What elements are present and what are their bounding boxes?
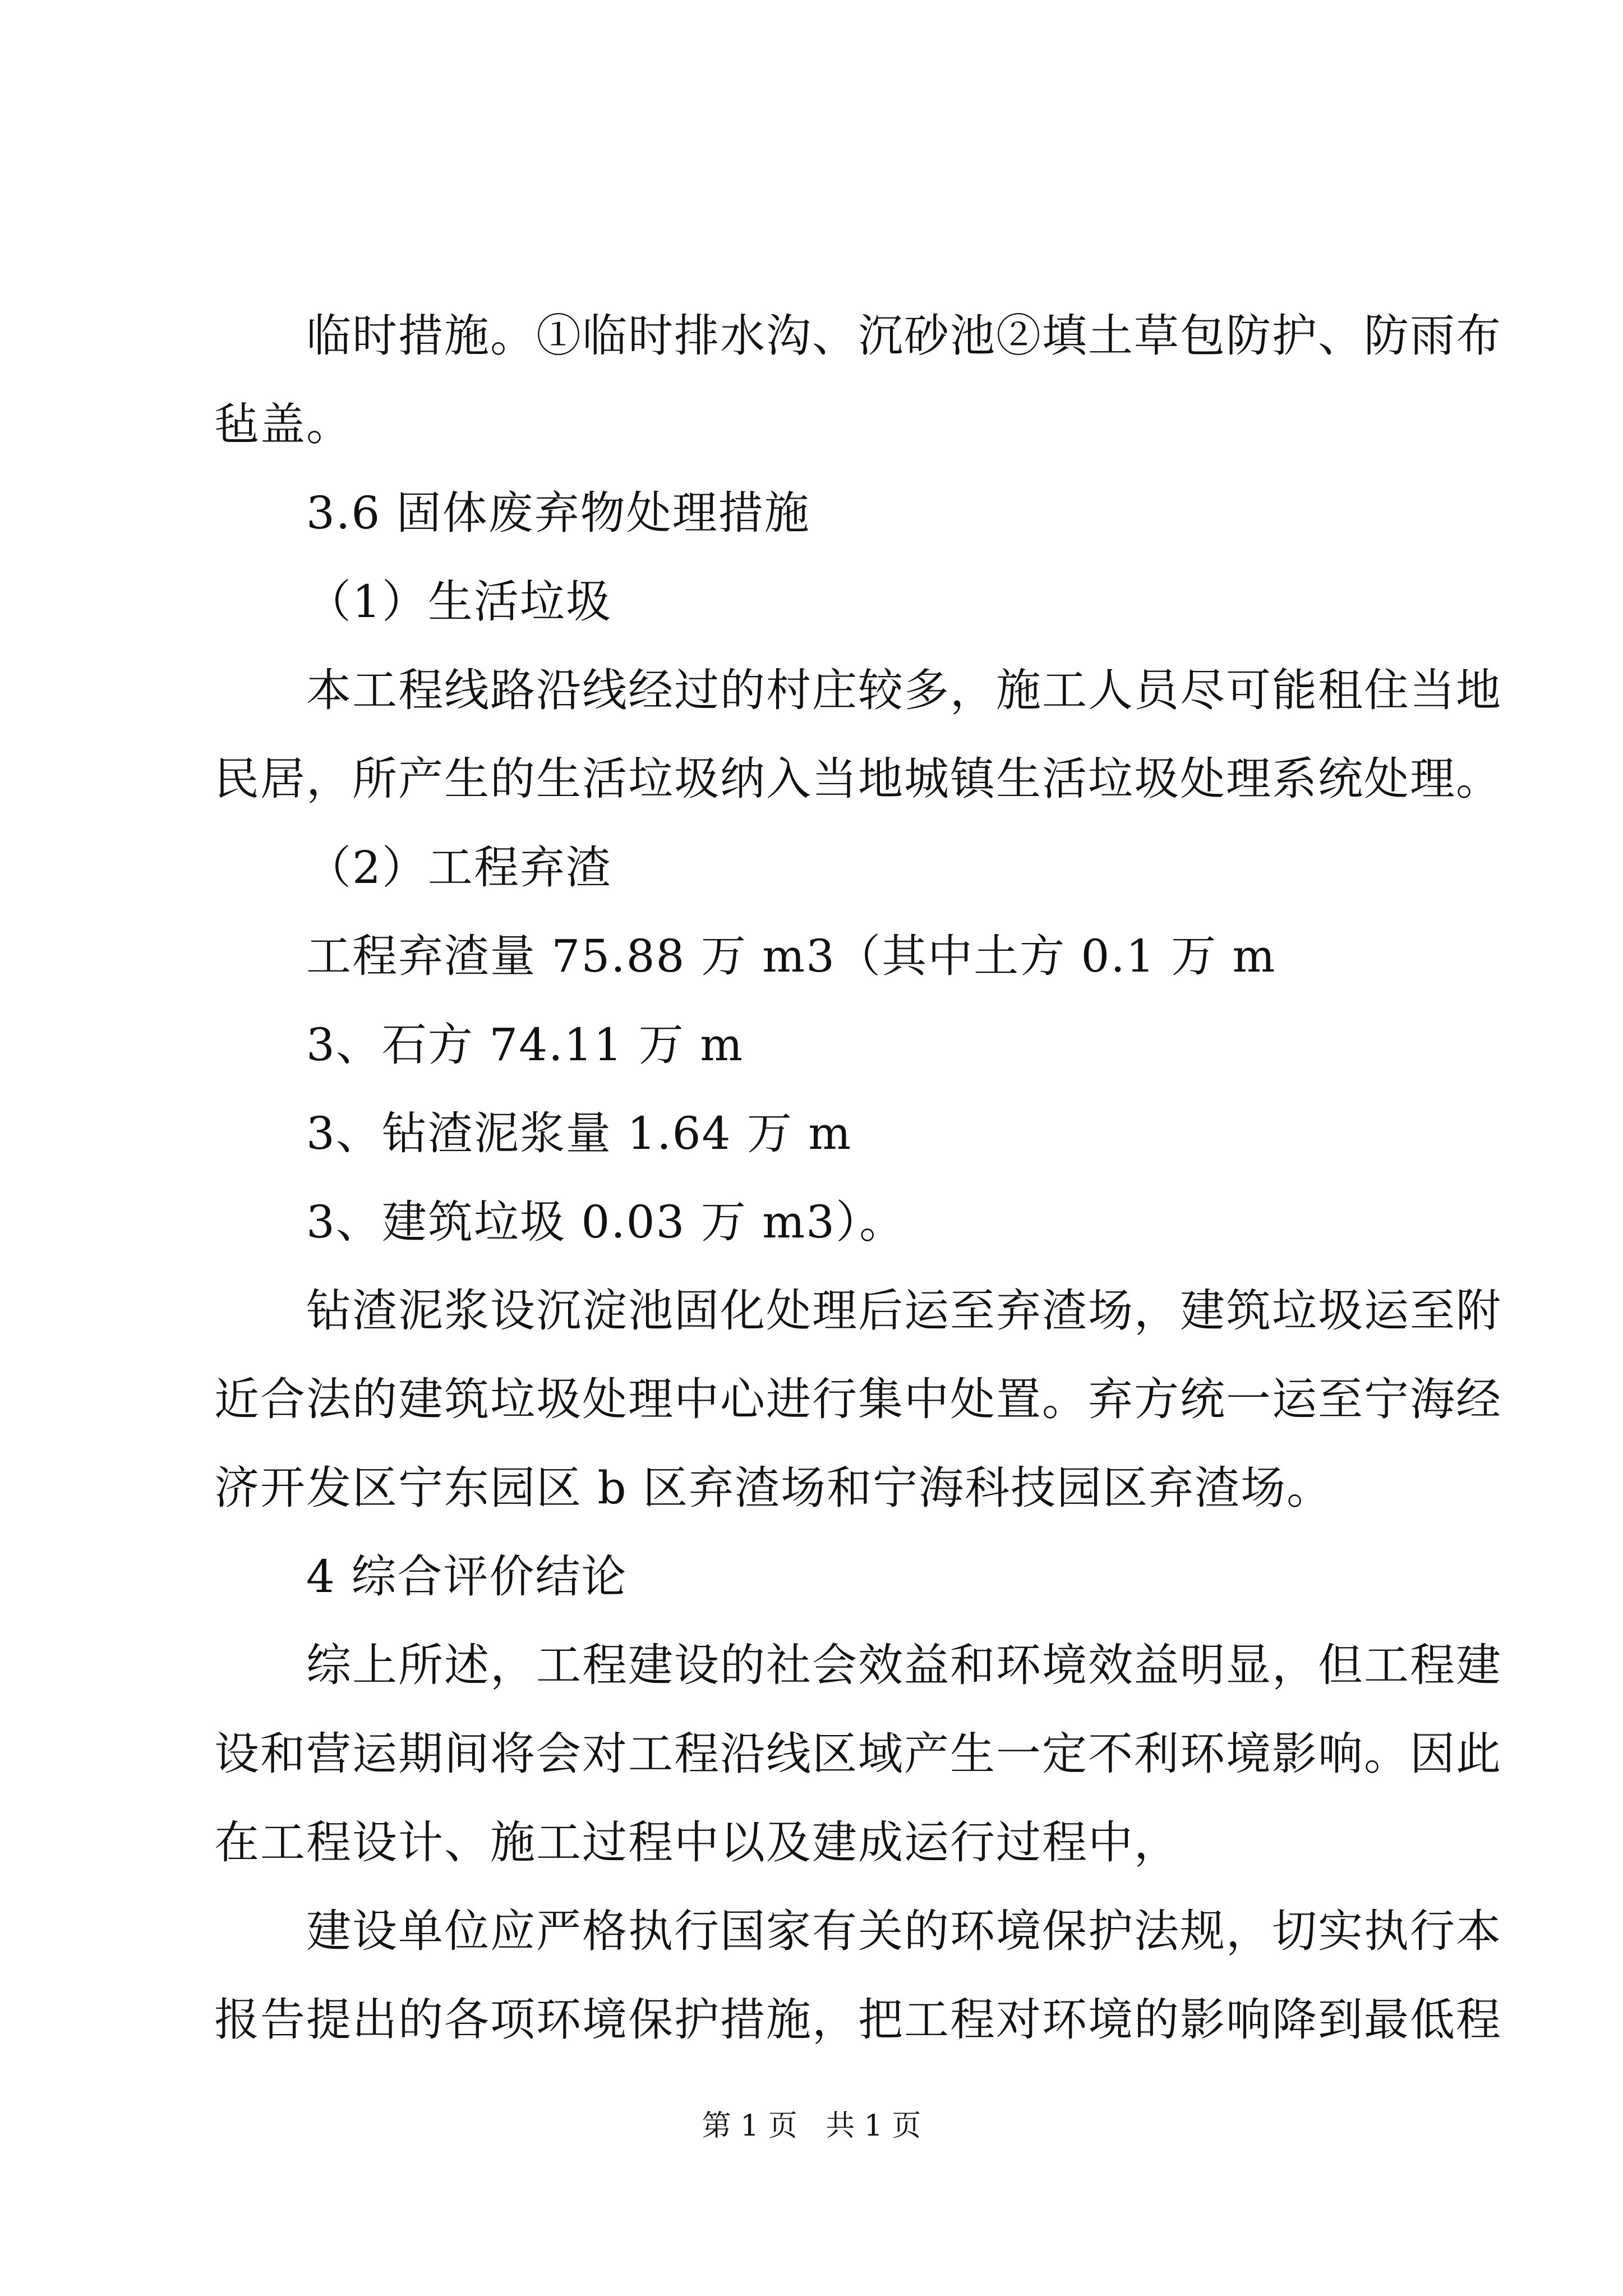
section-heading: 4 综合评价结论 xyxy=(306,1550,628,1603)
page-footer xyxy=(0,2106,1623,2146)
document-body xyxy=(214,292,1502,2064)
paragraph-line: 近合法的建筑垃圾处理中心进行集中处置。弃方统一运至宁海经 xyxy=(214,1373,1502,1425)
total-pages: 共 1 页 xyxy=(826,2109,921,2143)
paragraph-line: 3、钻渣泥浆量 1.64 万 m xyxy=(306,1107,852,1159)
paragraph-line: 3、石方 74.11 万 m xyxy=(306,1019,744,1071)
paragraph-line: 建设单位应严格执行国家有关的环境保护法规，切实执行本 xyxy=(306,1905,1502,1957)
page-number: 第 1 页 xyxy=(702,2109,797,2143)
paragraph-line: 济开发区宁东园区 b 区弃渣场和宁海科技园区弃渣场。 xyxy=(214,1462,1333,1514)
paragraph-line: 3、建筑垃圾 0.03 万 m3）。 xyxy=(306,1196,906,1248)
paragraph-line: 民居，所产生的生活垃圾纳入当地城镇生活垃圾处理系统处理。 xyxy=(214,753,1502,805)
paragraph-line: 临时措施。①临时排水沟、沉砂池②填土草包防护、防雨布 xyxy=(306,310,1502,362)
paragraph-line: 钻渣泥浆设沉淀池固化处理后运至弃渣场，建筑垃圾运至附 xyxy=(306,1285,1502,1337)
subsection-heading: （1）生活垃圾 xyxy=(306,576,612,628)
paragraph-line: 设和营运期间将会对工程沿线区域产生一定不利环境影响。因此 xyxy=(214,1728,1502,1780)
paragraph-line: 毡盖。 xyxy=(214,398,352,450)
paragraph-line: 综上所述，工程建设的社会效益和环境效益明显，但工程建 xyxy=(306,1639,1502,1691)
paragraph-line: 报告提出的各项环境保护措施，把工程对环境的影响降到最低程 xyxy=(214,1994,1502,2046)
section-heading: 3.6 固体废弃物处理措施 xyxy=(306,487,810,539)
subsection-heading: （2）工程弃渣 xyxy=(306,841,612,894)
paragraph-line: 工程弃渣量 75.88 万 m3（其中土方 0.1 万 m xyxy=(306,930,1276,982)
paragraph-line: 本工程线路沿线经过的村庄较多，施工人员尽可能租住当地 xyxy=(306,664,1502,716)
paragraph-line: 在工程设计、施工过程中以及建成运行过程中， xyxy=(214,1816,1180,1869)
